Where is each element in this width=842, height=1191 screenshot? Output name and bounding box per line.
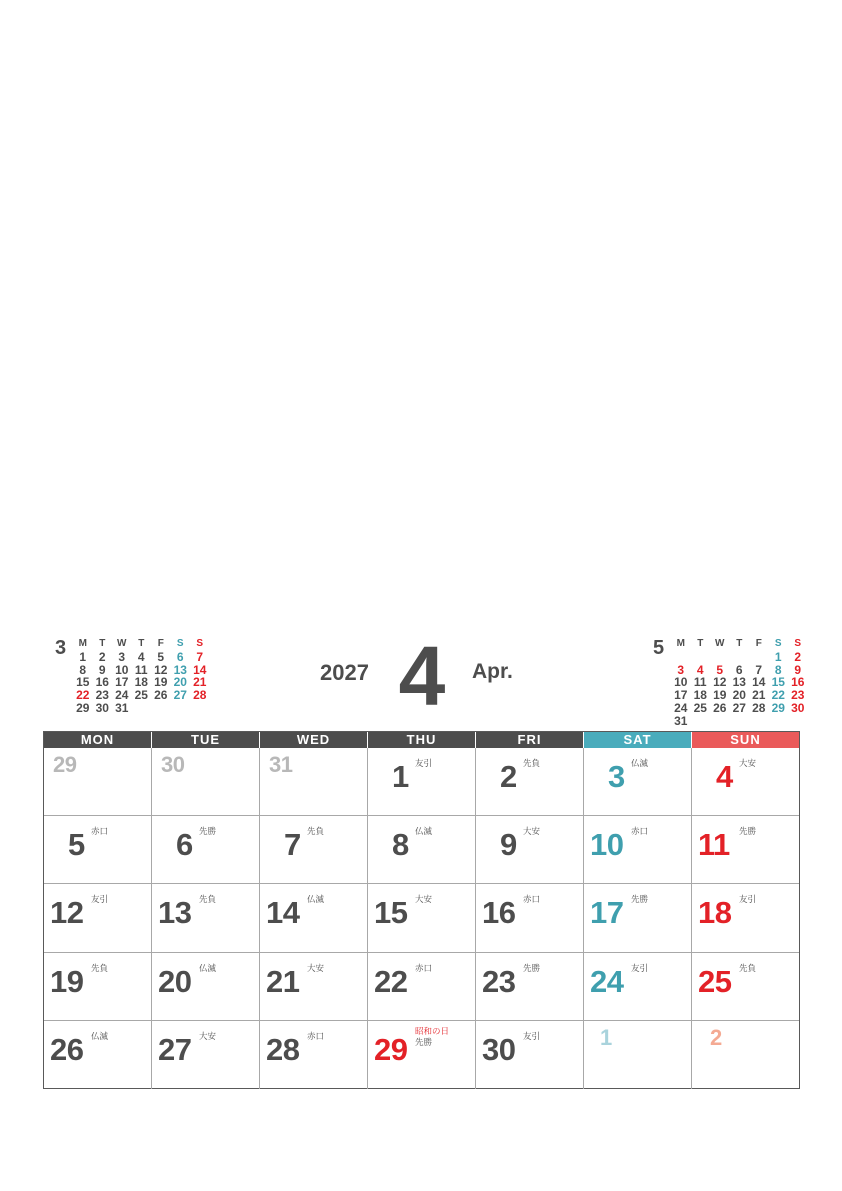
rokuyo-label: 赤口 [631,826,649,837]
rokuyo-label: 先負 [523,758,541,768]
week-row [44,884,799,952]
mini-day: 5 [157,649,165,664]
mini-weekday-header: F [157,638,164,649]
rokuyo-label: 仏滅 [91,1030,109,1041]
mini-day: 24 [115,688,129,703]
day-number: 16 [482,895,516,931]
mini-day: 28 [193,688,207,703]
calendar-month-number: 4 [398,629,446,723]
day-cell [584,748,692,816]
day-number: 17 [590,895,624,931]
mini-day: 4 [137,649,145,664]
mini-day: 12 [154,662,168,677]
weekday-header-sun: SUN [692,732,799,748]
weekday-header-wed: WED [260,732,368,748]
day-number: 1 [392,759,409,794]
rokuyo-label: 大安 [739,758,757,768]
day-number: 21 [266,963,300,999]
mini-weekday-header: S [196,638,204,649]
rokuyo-label: 友引 [523,1030,541,1041]
mini-day [691,651,711,664]
mini-day: 16 [95,675,109,690]
day-number: 11 [698,827,730,863]
day-number: 6 [176,827,193,863]
mini-day: 4 [696,662,704,677]
mini-day: 16 [791,675,805,690]
day-number: 20 [158,963,192,999]
rokuyo-label: 先勝 [415,1036,433,1047]
day-number: 7 [284,827,301,863]
day-number: 10 [590,827,624,863]
mini-weekday-header: M [78,638,87,649]
day-number: 30 [482,1031,516,1067]
day-number: 25 [698,963,732,999]
week-row [44,1021,799,1089]
mini-weekday-header: T [99,638,106,649]
day-number: 4 [716,759,733,794]
rokuyo-label: 赤口 [91,826,109,837]
mini-day: 14 [193,662,207,677]
day-cell [584,1021,692,1089]
rokuyo-label: 友引 [415,758,433,768]
mini-day: 26 [713,700,727,715]
day-cell [44,1021,152,1089]
mini-weekday-header: W [117,638,127,649]
mini-day: 3 [677,662,685,677]
day-cell [692,884,799,952]
mini-day: 24 [674,700,688,715]
mini-day [749,651,769,664]
rokuyo-label: 仏滅 [631,758,649,768]
day-cell [476,884,584,952]
day-number: 19 [50,963,84,999]
mini-day: 21 [752,688,766,703]
mini-weekday-header: T [138,638,145,649]
mini-day: 9 [794,662,802,677]
mini-day [132,702,152,715]
day-number: 2 [500,759,517,794]
day-cell [152,1021,260,1089]
mini-day [671,651,691,664]
rokuyo-label: 仏滅 [415,826,433,837]
mini-day: 10 [115,662,129,677]
day-cell [368,748,476,816]
mini-day [769,715,789,728]
calendar-month-english: Apr. [472,660,513,683]
mini-day: 29 [76,700,90,715]
day-number: 22 [374,963,408,999]
mini-day: 23 [791,688,805,703]
rokuyo-label: 大安 [415,894,433,905]
month-calendar-grid [43,731,800,1089]
rokuyo-label: 先負 [307,826,325,837]
day-number: 8 [392,827,409,863]
mini-day: 9 [98,662,106,677]
mini-weekday-header: F [755,638,762,649]
day-number: 27 [158,1031,192,1067]
mini-day: 19 [713,688,727,703]
week-row [44,816,799,884]
mini-day: 17 [674,688,688,703]
day-number: 3 [608,759,625,794]
weeks-container [44,748,799,1089]
day-number: 29 [374,1031,408,1067]
day-cell [44,748,152,816]
day-cell [260,884,368,952]
mini-day: 11 [134,662,148,677]
mini-weekday-header: W [715,638,725,649]
mini-day: 22 [76,688,90,703]
mini-day: 18 [693,688,707,703]
mini-day: 22 [771,688,785,703]
rokuyo-label: 仏滅 [199,962,217,973]
mini-calendar-next-month: 5 [653,637,665,659]
mini-day: 6 [176,649,184,664]
mini-day: 13 [173,662,187,677]
mini-day: 7 [755,662,763,677]
weekday-header-fri: FRI [476,732,584,748]
mini-calendar-next-grid [671,638,808,728]
day-number: 15 [374,895,408,931]
day-cell [260,953,368,1021]
day-cell [584,884,692,952]
day-cell [368,816,476,884]
rokuyo-label: 仏滅 [307,894,325,905]
rokuyo-label: 先勝 [631,894,649,905]
mini-day [730,715,750,728]
rokuyo-label: 赤口 [415,962,433,973]
mini-day: 25 [134,688,148,703]
mini-weekday-header: S [794,638,802,649]
rokuyo-label: 友引 [631,962,649,973]
mini-day: 5 [716,662,724,677]
day-cell [692,816,799,884]
day-cell [44,953,152,1021]
mini-day: 13 [732,675,746,690]
day-cell [152,748,260,816]
rokuyo-label: 友引 [739,894,757,905]
mini-day: 1 [79,649,87,664]
day-cell [692,1021,799,1089]
mini-weekday-header: T [736,638,743,649]
day-number: 18 [698,895,732,931]
day-number: 1 [600,1024,612,1050]
rokuyo-label: 赤口 [523,894,541,905]
day-number: 26 [50,1031,84,1067]
mini-day: 29 [771,700,785,715]
mini-day: 6 [735,662,743,677]
day-number: 9 [500,827,517,863]
mini-weekday-header: T [697,638,704,649]
mini-day: 27 [732,700,746,715]
day-cell [44,816,152,884]
mini-day: 27 [173,688,187,703]
day-cell [260,816,368,884]
mini-calendar-prev-month: 3 [55,637,67,659]
day-cell [584,953,692,1021]
mini-day [730,651,750,664]
mini-day: 20 [732,688,746,703]
rokuyo-label: 先勝 [739,826,757,837]
rokuyo-label: 赤口 [307,1030,325,1041]
rokuyo-label: 先負 [199,894,217,905]
mini-day: 30 [95,700,109,715]
mini-day [788,715,808,728]
week-row [44,748,799,816]
mini-calendar-prev-grid [73,638,210,715]
day-cell [152,953,260,1021]
day-cell [476,748,584,816]
mini-day: 18 [134,675,148,690]
day-number: 30 [161,752,185,777]
mini-day: 8 [774,662,782,677]
day-cell [44,884,152,952]
rokuyo-label: 大安 [523,826,541,837]
mini-day: 7 [196,649,204,664]
day-number: 31 [269,752,293,777]
mini-day: 26 [154,688,168,703]
rokuyo-label: 先負 [739,962,757,973]
mini-day: 23 [95,688,109,703]
day-number: 12 [50,895,84,931]
day-cell [476,816,584,884]
day-number: 28 [266,1031,300,1067]
mini-day: 21 [193,675,207,690]
mini-day: 28 [752,700,766,715]
day-number: 23 [482,963,516,999]
holiday-label: 昭和の日 [415,1025,450,1036]
day-cell [692,953,799,1021]
mini-day: 2 [98,649,106,664]
rokuyo-label: 先負 [91,962,109,973]
calendar-year: 2027 [320,660,369,685]
day-cell [152,884,260,952]
mini-day: 30 [791,700,805,715]
mini-day: 14 [752,675,766,690]
mini-day: 31 [674,713,688,728]
mini-day [710,715,730,728]
mini-day: 15 [771,675,785,690]
mini-day [190,702,210,715]
day-cell [368,1021,476,1089]
mini-day [691,715,711,728]
day-number: 14 [266,895,300,931]
weekday-header-sat: SAT [584,732,692,748]
day-cell [368,884,476,952]
day-cell [692,748,799,816]
rokuyo-label: 大安 [199,1030,217,1041]
mini-day [171,702,191,715]
day-number: 13 [158,895,192,931]
mini-day [151,702,171,715]
mini-day: 3 [118,649,126,664]
mini-day: 15 [76,675,90,690]
day-cell [260,1021,368,1089]
mini-day: 11 [693,675,707,690]
mini-day [749,715,769,728]
weekday-header-row [44,732,799,748]
mini-day: 17 [115,675,129,690]
weekday-header-mon: MON [44,732,152,748]
day-cell [152,816,260,884]
mini-weekday-header: M [676,638,685,649]
day-number: 29 [53,752,77,777]
mini-weekday-header: S [176,638,184,649]
mini-day: 20 [173,675,187,690]
mini-day: 1 [774,649,782,664]
rokuyo-label: 友引 [91,894,109,905]
mini-day: 19 [154,675,168,690]
day-cell [476,1021,584,1089]
rokuyo-label: 先勝 [199,826,217,837]
weekday-header-tue: TUE [152,732,260,748]
weekday-header-thu: THU [368,732,476,748]
rokuyo-label: 先勝 [523,962,541,973]
day-cell [368,953,476,1021]
mini-day: 12 [713,675,727,690]
mini-day: 2 [794,649,802,664]
day-cell [584,816,692,884]
mini-weekday-header: S [774,638,782,649]
week-row [44,953,799,1021]
day-cell [476,953,584,1021]
day-number: 2 [710,1024,722,1050]
mini-day: 31 [115,700,129,715]
mini-day: 10 [674,675,688,690]
day-number: 24 [590,963,624,999]
rokuyo-label: 大安 [307,962,325,973]
day-number: 5 [68,827,85,863]
day-cell [260,748,368,816]
mini-day: 25 [693,700,707,715]
mini-day [710,651,730,664]
mini-day: 8 [79,662,87,677]
